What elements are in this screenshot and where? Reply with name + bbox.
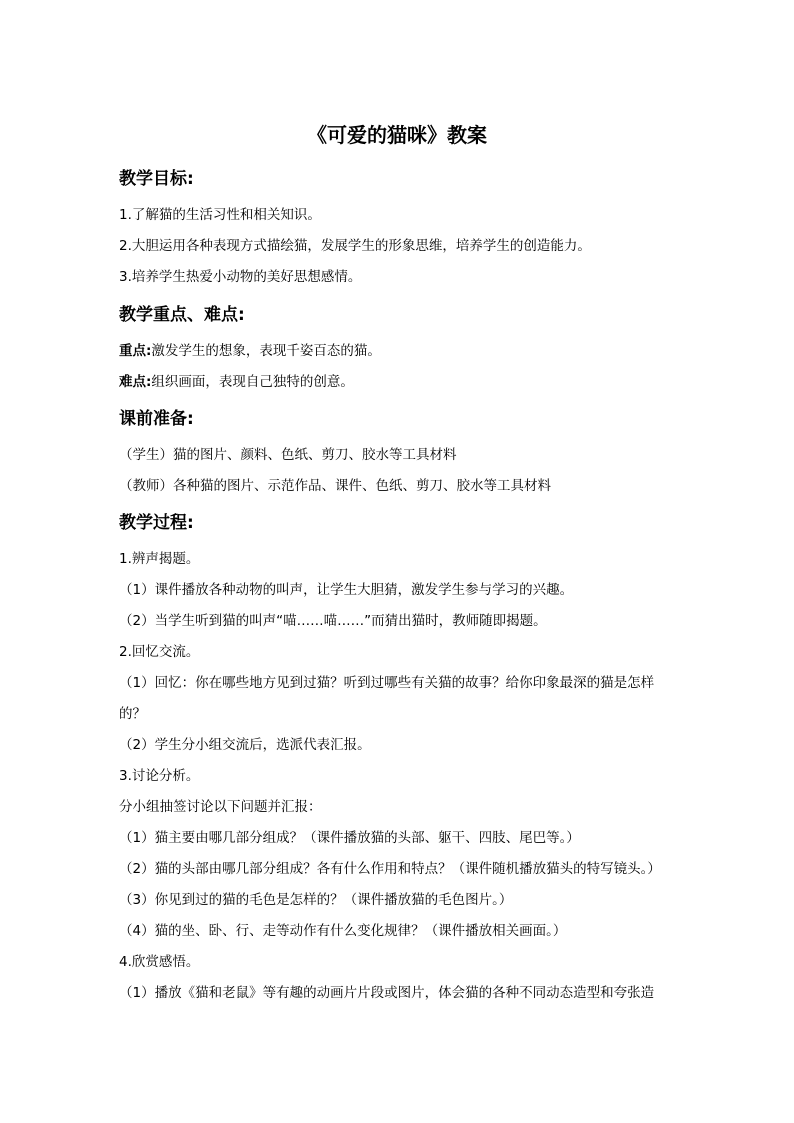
key-point-line xyxy=(119,342,689,360)
section-heading-goals: 教学目标: xyxy=(119,169,194,189)
process-line: （1）课件播放各种动物的叫声，让学生大胆猜，激发学生参与学习的兴趣。 xyxy=(119,582,574,598)
difficult-point-line xyxy=(119,373,689,391)
process-line: （1）播放《猫和老鼠》等有趣的动画片片段或图片，体会猫的各种不同动态造型和夸张造 xyxy=(119,985,655,1001)
goal-item-1: 1.了解猫的生活习性和相关知识。 xyxy=(119,207,321,223)
difficult-point-text: 组织画面，表现自己独特的创意。 xyxy=(151,374,354,390)
process-line: （2）猫的头部由哪几部分组成？各有什么作用和特点？（课件随机播放猫头的特写镜头。） xyxy=(119,861,661,877)
process-line: 1.辨声揭题。 xyxy=(119,551,200,567)
section-heading-key-points: 教学重点、难点: xyxy=(119,305,245,325)
process-line: 的？ xyxy=(119,706,146,722)
process-line: （1）猫主要由哪几部分组成？（课件播放猫的头部、躯干、四肢、尾巴等。） xyxy=(119,830,580,846)
process-line: （4）猫的坐、卧、行、走等动作有什么变化规律？（课件播放相关画面。） xyxy=(119,923,567,939)
section-heading-preparation: 课前准备: xyxy=(119,409,194,429)
document-title: 《可爱的猫咪》教案 xyxy=(307,123,487,147)
section-heading-process: 教学过程: xyxy=(119,513,194,533)
process-line: （2）学生分小组交流后，选派代表汇报。 xyxy=(119,737,371,753)
goal-item-2: 2.大胆运用各种表现方式描绘猫，发展学生的形象思维，培养学生的创造能力。 xyxy=(119,238,591,254)
process-line: 4.欣赏感悟。 xyxy=(119,954,200,970)
key-point-text: 激发学生的想象，表现千姿百态的猫。 xyxy=(151,343,381,359)
process-line: （3）你见到过的猫的毛色是怎样的？（课件播放猫的毛色图片。） xyxy=(119,892,513,908)
process-line: （2）当学生听到猫的叫声“喵……喵……”而猜出猫时，教师随即揭题。 xyxy=(119,613,547,629)
process-line: 分小组抽签讨论以下问题并汇报： xyxy=(119,799,322,815)
difficult-point-label: 难点: xyxy=(119,374,152,390)
key-point-label: 重点: xyxy=(119,343,152,359)
process-line: （1）回忆：你在哪些地方见到过猫？听到过哪些有关猫的故事？给你印象最深的猫是怎样 xyxy=(119,675,655,691)
preparation-item-2: （教师）各种猫的图片、示范作品、课件、色纸、剪刀、胶水等工具材料 xyxy=(119,478,551,494)
process-line: 3.讨论分析。 xyxy=(119,768,200,784)
process-line: 2.回忆交流。 xyxy=(119,644,200,660)
preparation-item-1: （学生）猫的图片、颜料、色纸、剪刀、胶水等工具材料 xyxy=(119,447,457,463)
goal-item-3: 3.培养学生热爱小动物的美好思想感情。 xyxy=(119,269,362,285)
